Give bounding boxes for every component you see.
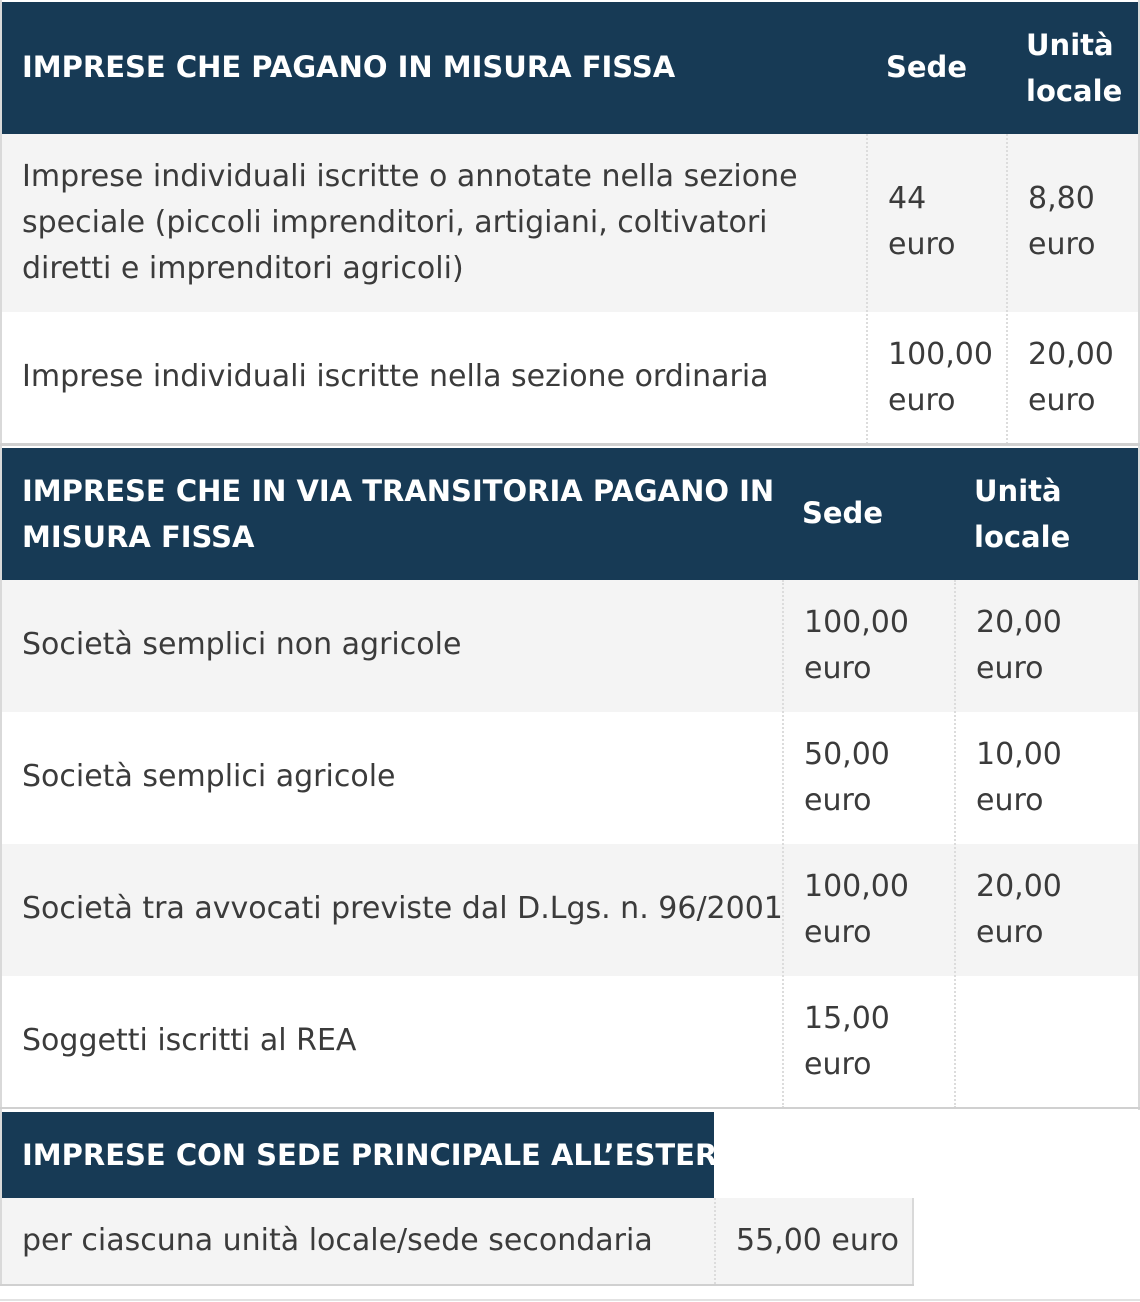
- column-divider: [954, 580, 956, 1108]
- row-sede-value: 100,00 euro: [804, 605, 909, 686]
- row-sede-value: 15,00 euro: [804, 1001, 890, 1082]
- table-border: [912, 1198, 914, 1286]
- table-border: [0, 1110, 2, 1286]
- header-category: IMPRESE CON SEDE PRINCIPALE ALL’ESTERO: [22, 1138, 742, 1172]
- table-border: [0, 1284, 914, 1286]
- column-divider: [866, 134, 868, 444]
- column-divider: [714, 1198, 716, 1284]
- row-sede-value: 50,00 euro: [804, 737, 890, 818]
- row-label: Società semplici non agricole: [22, 627, 462, 662]
- table-border: [0, 1107, 1140, 1109]
- row-label: per ciascuna unità locale/sede secondaria: [22, 1223, 653, 1258]
- header-unita-locale: Unità locale: [974, 474, 1071, 554]
- row-sede-value: 44 euro: [888, 181, 956, 262]
- column-divider: [1006, 134, 1008, 444]
- row-unita-value: 20,00 euro: [976, 605, 1062, 686]
- row-amount: 55,00 euro: [736, 1223, 899, 1258]
- row-label: Imprese individuali iscritte o annotate nella sezione speciale (piccoli imprenditori, artigiani, coltivatori diretti e imprenditori agricoli): [22, 159, 798, 286]
- row-label: Soggetti iscritti al REA: [22, 1023, 357, 1058]
- table-border: [0, 0, 2, 446]
- row-unita-value: 8,80 euro: [1028, 181, 1096, 262]
- header-category: IMPRESE CHE IN VIA TRANSITORIA PAGANO IN MISURA FISSA: [22, 474, 775, 554]
- row-sede-value: 100,00 euro: [888, 337, 993, 418]
- table-border: [0, 443, 1140, 446]
- row-sede-value: 100,00 euro: [804, 869, 909, 950]
- header-sede: Sede: [886, 50, 967, 84]
- table-border: [0, 446, 2, 1110]
- row-label: Società tra avvocati previste dal D.Lgs. n. 96/2001: [22, 891, 783, 926]
- row-unita-value: 10,00 euro: [976, 737, 1062, 818]
- row-unita-value: 20,00 euro: [1028, 337, 1114, 418]
- header-category: IMPRESE CHE PAGANO IN MISURA FISSA: [22, 50, 676, 84]
- column-divider: [782, 580, 784, 1108]
- header-unita-locale: Unità locale: [1026, 28, 1123, 108]
- page-bottom-rule: [0, 1299, 1140, 1301]
- row-label: Società semplici agricole: [22, 759, 396, 794]
- row-unita-value: 20,00 euro: [976, 869, 1062, 950]
- row-label: Imprese individuali iscritte nella sezione ordinaria: [22, 359, 769, 394]
- header-sede: Sede: [802, 496, 883, 530]
